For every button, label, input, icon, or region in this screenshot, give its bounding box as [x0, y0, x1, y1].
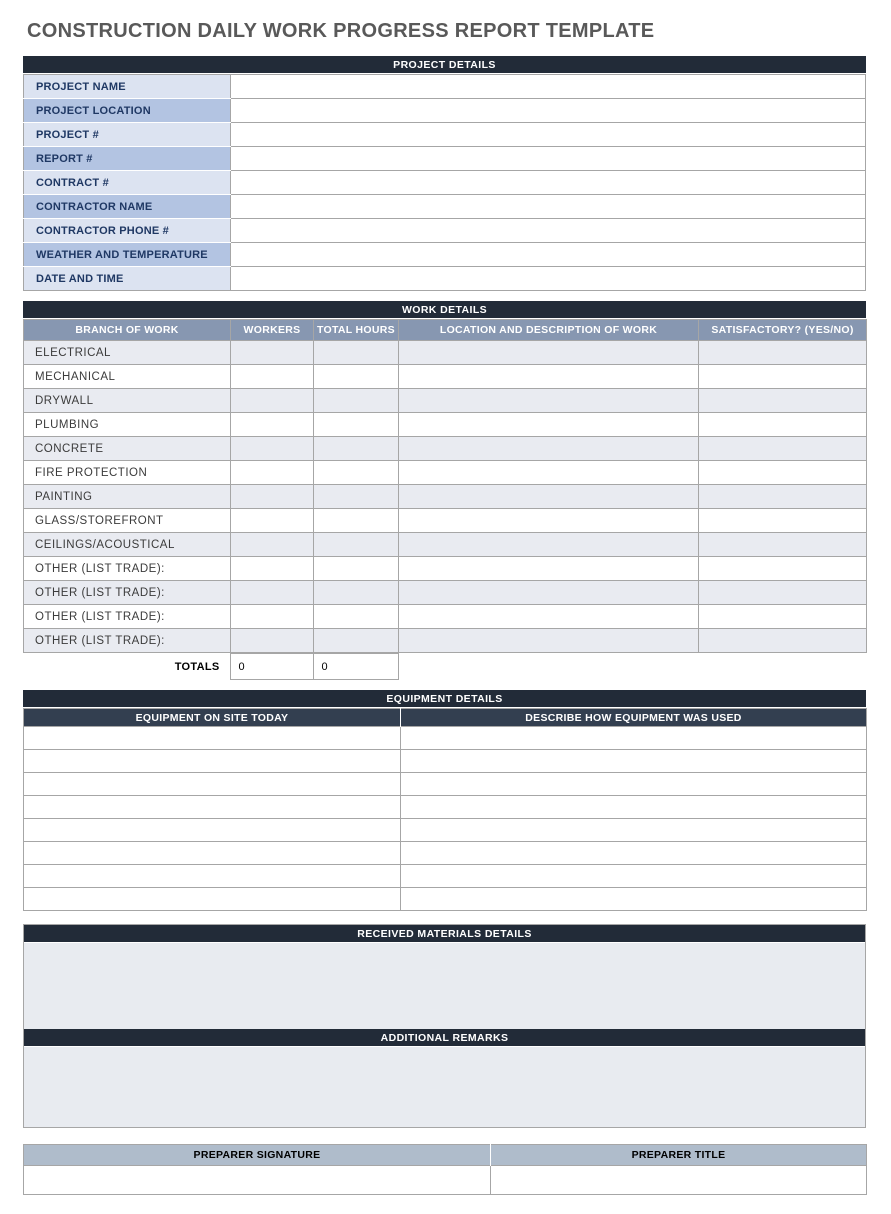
- equipment-name-cell[interactable]: [24, 819, 401, 842]
- table-row: [24, 773, 867, 796]
- table-row: [24, 509, 867, 533]
- project-name-field[interactable]: [231, 75, 866, 99]
- location-cell[interactable]: [399, 605, 699, 629]
- branch-of-work-label: FIRE PROTECTION: [24, 461, 231, 485]
- contractor-name-field[interactable]: [231, 195, 866, 219]
- preparer-table: [23, 1144, 867, 1195]
- satisfactory-column-header: SATISFACTORY? (YES/NO): [699, 320, 867, 341]
- total-hours-cell[interactable]: [314, 533, 399, 557]
- preparer-signature-label: PREPARER SIGNATURE: [24, 1145, 491, 1166]
- equipment-usage-cell[interactable]: [401, 842, 867, 865]
- preparer-section: [23, 1144, 866, 1195]
- location-cell[interactable]: [399, 509, 699, 533]
- satisfactory-cell[interactable]: [699, 413, 867, 437]
- date-time-label: DATE AND TIME: [24, 267, 231, 291]
- weather-temperature-field[interactable]: [231, 243, 866, 267]
- total-hours-cell[interactable]: [314, 413, 399, 437]
- project-location-field[interactable]: [231, 99, 866, 123]
- project-number-field[interactable]: [231, 123, 866, 147]
- table-row: [24, 195, 866, 219]
- location-cell[interactable]: [399, 413, 699, 437]
- total-hours-cell[interactable]: [314, 389, 399, 413]
- table-row: [24, 888, 867, 911]
- preparer-header-row: [24, 1145, 867, 1166]
- equipment-usage-cell[interactable]: [401, 750, 867, 773]
- equipment-usage-cell[interactable]: [401, 819, 867, 842]
- total-hours-column-header: TOTAL HOURS: [314, 320, 399, 341]
- satisfactory-cell[interactable]: [699, 389, 867, 413]
- table-row: [24, 842, 867, 865]
- table-row: [24, 461, 867, 485]
- workers-cell[interactable]: [231, 557, 314, 581]
- workers-cell[interactable]: [231, 533, 314, 557]
- equipment-details-header: EQUIPMENT DETAILS: [23, 690, 866, 708]
- totals-label: TOTALS: [174, 660, 220, 673]
- location-cell[interactable]: [399, 557, 699, 581]
- table-row: [24, 865, 867, 888]
- table-row: [24, 75, 866, 99]
- contractor-phone-label: CONTRACTOR PHONE #: [24, 219, 231, 243]
- totals-total-hours-value: 0: [313, 654, 398, 680]
- table-row: [24, 750, 867, 773]
- branch-of-work-label: MECHANICAL: [24, 365, 231, 389]
- equipment-column-header-row: [24, 709, 867, 727]
- satisfactory-cell[interactable]: [699, 365, 867, 389]
- table-row: [24, 389, 867, 413]
- table-row: [24, 819, 867, 842]
- satisfactory-cell[interactable]: [699, 581, 867, 605]
- work-details-section: [23, 301, 866, 680]
- table-row: [24, 533, 867, 557]
- branch-of-work-column-header: BRANCH OF WORK: [24, 320, 231, 341]
- equipment-usage-cell[interactable]: [401, 888, 867, 911]
- contract-number-field[interactable]: [231, 171, 866, 195]
- contractor-phone-field[interactable]: [231, 219, 866, 243]
- branch-of-work-label: PLUMBING: [24, 413, 231, 437]
- branch-of-work-label: PAINTING: [24, 485, 231, 509]
- table-row: [24, 267, 866, 291]
- location-cell[interactable]: [399, 437, 699, 461]
- total-hours-cell[interactable]: [314, 437, 399, 461]
- table-row: [24, 485, 867, 509]
- preparer-signature-field[interactable]: [24, 1166, 491, 1195]
- additional-remarks-header: ADDITIONAL REMARKS: [24, 1029, 865, 1047]
- totals-empty-space: [398, 654, 866, 680]
- equipment-usage-column-header: DESCRIBE HOW EQUIPMENT WAS USED: [401, 709, 867, 727]
- total-hours-cell[interactable]: [314, 461, 399, 485]
- work-details-table: [23, 319, 867, 653]
- table-row: [24, 99, 866, 123]
- workers-cell[interactable]: [231, 389, 314, 413]
- table-row: [24, 437, 867, 461]
- workers-cell[interactable]: [231, 629, 314, 653]
- location-description-column-header: LOCATION AND DESCRIPTION OF WORK: [399, 320, 699, 341]
- branch-of-work-label: GLASS/STOREFRONT: [24, 509, 231, 533]
- equipment-details-section: [23, 690, 866, 911]
- branch-of-work-other-label[interactable]: OTHER (LIST TRADE):: [24, 581, 231, 605]
- equipment-name-cell[interactable]: [24, 842, 401, 865]
- project-number-label: PROJECT #: [24, 123, 231, 147]
- equipment-name-cell[interactable]: [24, 727, 401, 750]
- total-hours-cell[interactable]: [314, 605, 399, 629]
- workers-cell[interactable]: [231, 485, 314, 509]
- totals-row: [23, 653, 866, 680]
- table-row: [24, 123, 866, 147]
- workers-cell[interactable]: [231, 605, 314, 629]
- workers-cell[interactable]: [231, 581, 314, 605]
- workers-cell[interactable]: [231, 413, 314, 437]
- satisfactory-cell[interactable]: [699, 461, 867, 485]
- additional-remarks-field[interactable]: [24, 1047, 865, 1127]
- satisfactory-cell[interactable]: [699, 485, 867, 509]
- report-number-label: REPORT #: [24, 147, 231, 171]
- equipment-details-table: [23, 708, 867, 911]
- branch-of-work-other-label[interactable]: OTHER (LIST TRADE):: [24, 629, 231, 653]
- equipment-usage-cell[interactable]: [401, 865, 867, 888]
- table-row: [24, 796, 867, 819]
- total-hours-cell[interactable]: [314, 629, 399, 653]
- project-details-header: PROJECT DETAILS: [23, 56, 866, 74]
- equipment-usage-cell[interactable]: [401, 773, 867, 796]
- totals-workers-value: 0: [230, 654, 313, 680]
- equipment-usage-cell[interactable]: [401, 727, 867, 750]
- branch-of-work-other-label[interactable]: OTHER (LIST TRADE):: [24, 557, 231, 581]
- satisfactory-cell[interactable]: [699, 557, 867, 581]
- table-row: [24, 413, 867, 437]
- satisfactory-cell[interactable]: [699, 437, 867, 461]
- branch-of-work-label: CONCRETE: [24, 437, 231, 461]
- total-hours-cell[interactable]: [314, 581, 399, 605]
- location-cell[interactable]: [399, 581, 699, 605]
- table-row: [24, 581, 867, 605]
- location-cell[interactable]: [399, 461, 699, 485]
- preparer-title-field[interactable]: [491, 1166, 867, 1195]
- report-number-field[interactable]: [231, 147, 866, 171]
- table-row: [24, 605, 867, 629]
- table-row: [24, 365, 867, 389]
- page-title: CONSTRUCTION DAILY WORK PROGRESS REPORT TEMPLATE: [27, 20, 655, 42]
- project-location-label: PROJECT LOCATION: [24, 99, 231, 123]
- contractor-name-label: CONTRACTOR NAME: [24, 195, 231, 219]
- equipment-usage-cell[interactable]: [401, 796, 867, 819]
- table-row: [24, 171, 866, 195]
- table-row: [24, 557, 867, 581]
- weather-temperature-label: WEATHER AND TEMPERATURE: [24, 243, 231, 267]
- workers-cell[interactable]: [231, 509, 314, 533]
- workers-cell[interactable]: [231, 365, 314, 389]
- total-hours-cell[interactable]: [314, 365, 399, 389]
- preparer-title-label: PREPARER TITLE: [491, 1145, 867, 1166]
- total-hours-cell[interactable]: [314, 341, 399, 365]
- table-row: [24, 727, 867, 750]
- equipment-name-cell[interactable]: [24, 773, 401, 796]
- location-cell[interactable]: [399, 341, 699, 365]
- equipment-name-cell[interactable]: [24, 750, 401, 773]
- branch-of-work-label: DRYWALL: [24, 389, 231, 413]
- total-hours-cell[interactable]: [314, 485, 399, 509]
- equipment-name-cell[interactable]: [24, 888, 401, 911]
- work-details-column-header-row: [24, 320, 867, 341]
- received-materials-header: RECEIVED MATERIALS DETAILS: [24, 925, 865, 943]
- equipment-name-cell[interactable]: [24, 796, 401, 819]
- total-hours-cell[interactable]: [314, 509, 399, 533]
- location-cell[interactable]: [399, 629, 699, 653]
- location-cell[interactable]: [399, 485, 699, 509]
- workers-cell[interactable]: [231, 437, 314, 461]
- workers-cell[interactable]: [231, 341, 314, 365]
- project-name-label: PROJECT NAME: [24, 75, 231, 99]
- total-hours-cell[interactable]: [314, 557, 399, 581]
- location-cell[interactable]: [399, 365, 699, 389]
- table-row: [24, 243, 866, 267]
- contract-number-label: CONTRACT #: [24, 171, 231, 195]
- equipment-on-site-column-header: EQUIPMENT ON SITE TODAY: [24, 709, 401, 727]
- table-row: [24, 629, 867, 653]
- date-time-field[interactable]: [231, 267, 866, 291]
- project-details-section: [23, 56, 866, 291]
- branch-of-work-other-label[interactable]: OTHER (LIST TRADE):: [24, 605, 231, 629]
- location-cell[interactable]: [399, 389, 699, 413]
- workers-cell[interactable]: [231, 461, 314, 485]
- table-row: [24, 147, 866, 171]
- satisfactory-cell[interactable]: [699, 533, 867, 557]
- table-row: [24, 341, 867, 365]
- materials-remarks-section: [23, 924, 866, 1128]
- satisfactory-cell[interactable]: [699, 509, 867, 533]
- table-row: [24, 219, 866, 243]
- satisfactory-cell[interactable]: [699, 629, 867, 653]
- branch-of-work-label: ELECTRICAL: [24, 341, 231, 365]
- work-details-header: WORK DETAILS: [23, 301, 866, 319]
- project-details-table: [23, 74, 866, 291]
- satisfactory-cell[interactable]: [699, 341, 867, 365]
- table-row: [24, 1166, 867, 1195]
- workers-column-header: WORKERS: [231, 320, 314, 341]
- equipment-name-cell[interactable]: [24, 865, 401, 888]
- satisfactory-cell[interactable]: [699, 605, 867, 629]
- branch-of-work-label: CEILINGS/ACOUSTICAL: [24, 533, 231, 557]
- received-materials-field[interactable]: [24, 943, 865, 1029]
- location-cell[interactable]: [399, 533, 699, 557]
